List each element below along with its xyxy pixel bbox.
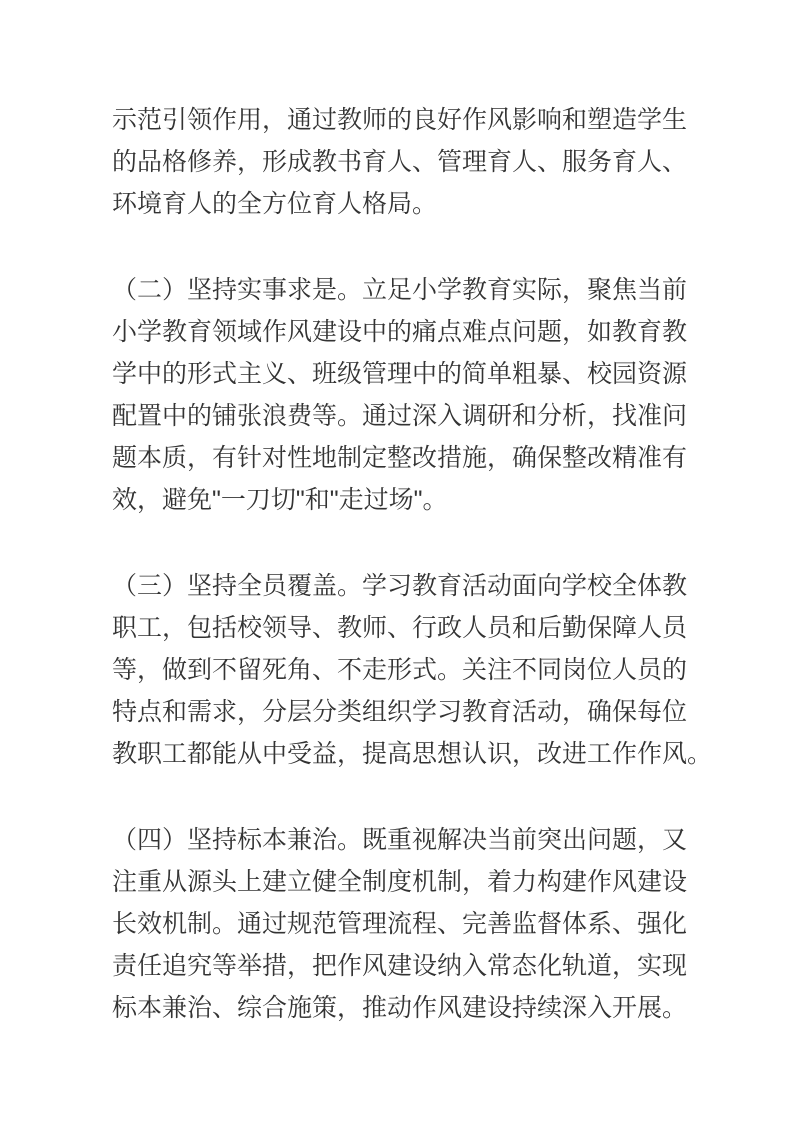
paragraph-continuation — [112, 99, 712, 225]
text-line: 特点和需求，分层分类组织学习教育活动，确保每位 — [112, 698, 688, 726]
paragraph-item-3 — [112, 565, 712, 775]
text-line: 责任追究等举措，把作风建设纳入常态化轨道，实现 — [112, 952, 688, 980]
text-line: 小学教育领域作风建设中的痛点难点问题，如教育教 — [112, 318, 688, 346]
text-line: 标本兼治、综合施策，推动作风建设持续深入开展。 — [112, 994, 688, 1022]
text-line: （二）坚持实事求是。立足小学教育实际，聚焦当前 — [112, 276, 688, 304]
text-line: 注重从源头上建立健全制度机制，着力构建作风建设 — [112, 868, 688, 896]
text-line: 配置中的铺张浪费等。通过深入调研和分析，找准问 — [112, 402, 688, 430]
text-line: 示范引领作用，通过教师的良好作风影响和塑造学生 — [112, 106, 688, 134]
text-line: （三）坚持全员覆盖。学习教育活动面向学校全体教 — [112, 572, 688, 600]
text-line: （四）坚持标本兼治。既重视解决当前突出问题，又 — [112, 826, 688, 854]
text-line: 环境育人的全方位育人格局。 — [112, 190, 438, 218]
document-body — [112, 99, 712, 1073]
text-line: 的品格修养，形成教书育人、管理育人、服务育人、 — [112, 148, 688, 176]
text-line: 效，避免"一刀切"和"走过场"。 — [112, 486, 448, 514]
text-line: 学中的形式主义、班级管理中的简单粗暴、校园资源 — [112, 360, 688, 388]
text-line: 教职工都能从中受益，提高思想认识，改进工作作风。 — [112, 740, 713, 768]
text-line: 职工，包括校领导、教师、行政人员和后勤保障人员 — [112, 614, 688, 642]
paragraph-item-2 — [112, 269, 712, 521]
text-line: 长效机制。通过规范管理流程、完善监督体系、强化 — [112, 910, 688, 938]
text-line: 题本质，有针对性地制定整改措施，确保整改精准有 — [112, 444, 688, 472]
text-line: 等，做到不留死角、不走形式。关注不同岗位人员的 — [112, 656, 688, 684]
paragraph-item-4 — [112, 819, 712, 1029]
